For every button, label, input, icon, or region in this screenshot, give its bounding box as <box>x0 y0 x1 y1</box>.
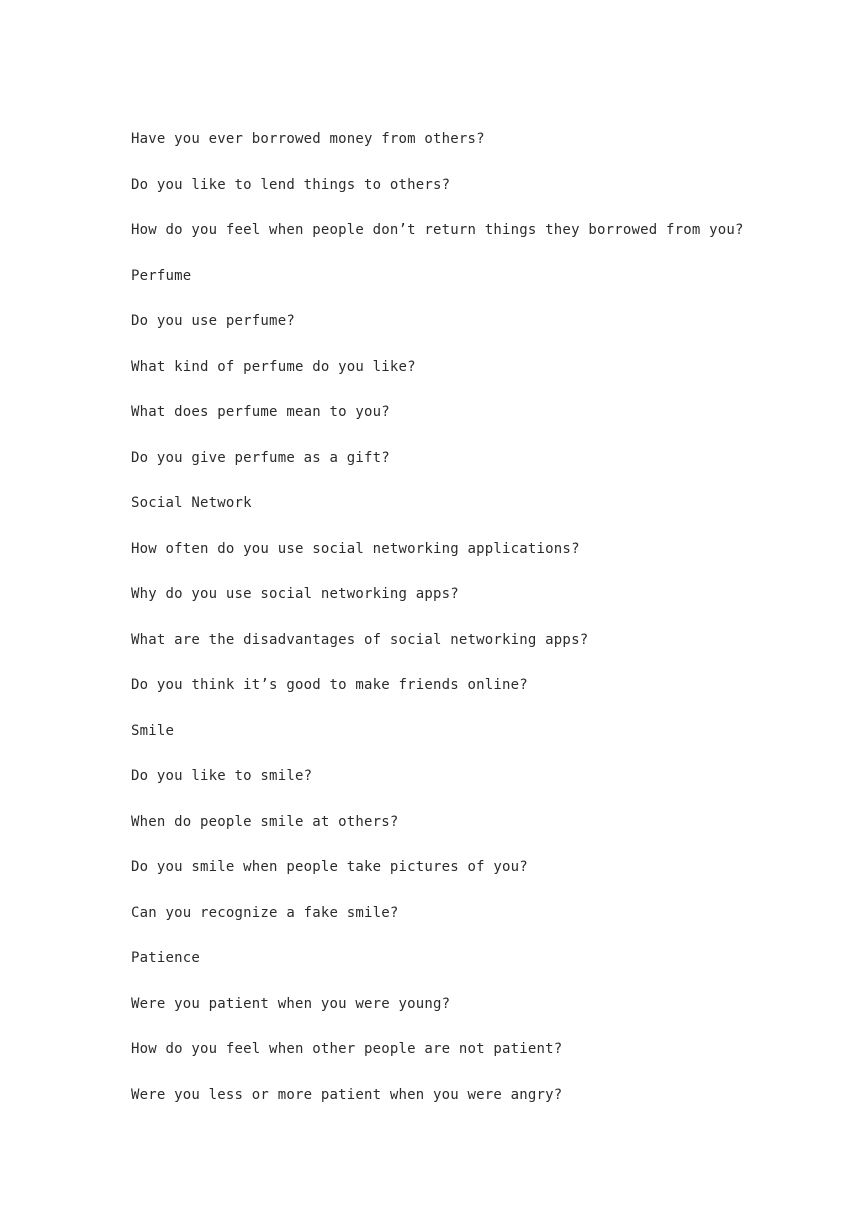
question-perfume-meaning: What does perfume mean to you? <box>131 404 390 420</box>
question-borrowed-money: Have you ever borrowed money from others? <box>131 131 485 147</box>
question-patient-young: Were you patient when you were young? <box>131 995 451 1012</box>
topic-heading-smile: Smile <box>131 722 175 739</box>
question-patient-angry: Were you less or more patient when you were angry? <box>131 1086 563 1103</box>
question-use-perfume: Do you use perfume? <box>131 313 295 329</box>
question-others-not-patient: How do you feel when other people are not patient? <box>131 1041 563 1057</box>
question-smile-at-others: When do people smile at others? <box>131 813 399 830</box>
question-kind-of-perfume: What kind of perfume do you like? <box>131 358 416 375</box>
topic-heading-patience: Patience <box>131 950 201 966</box>
question-fake-smile: Can you recognize a fake smile? <box>131 904 399 921</box>
question-like-to-smile: Do you like to smile? <box>131 768 313 784</box>
topic-heading-perfume: Perfume <box>131 267 192 284</box>
topic-heading-social-network: Social Network <box>131 495 252 511</box>
document-body <box>131 128 831 1129</box>
question-perfume-gift: Do you give perfume as a gift? <box>131 449 390 466</box>
question-return-things: How do you feel when people don’t return things they borrowed from you? <box>131 222 744 238</box>
question-smile-pictures: Do you smile when people take pictures of you? <box>131 859 528 875</box>
question-social-disadvantages: What are the disadvantages of social networking apps? <box>131 631 589 648</box>
question-social-frequency: How often do you use social networking applications? <box>131 540 580 557</box>
question-lend-things: Do you like to lend things to others? <box>131 176 451 193</box>
question-social-why: Why do you use social networking apps? <box>131 586 459 602</box>
question-friends-online: Do you think it’s good to make friends online? <box>131 677 528 693</box>
